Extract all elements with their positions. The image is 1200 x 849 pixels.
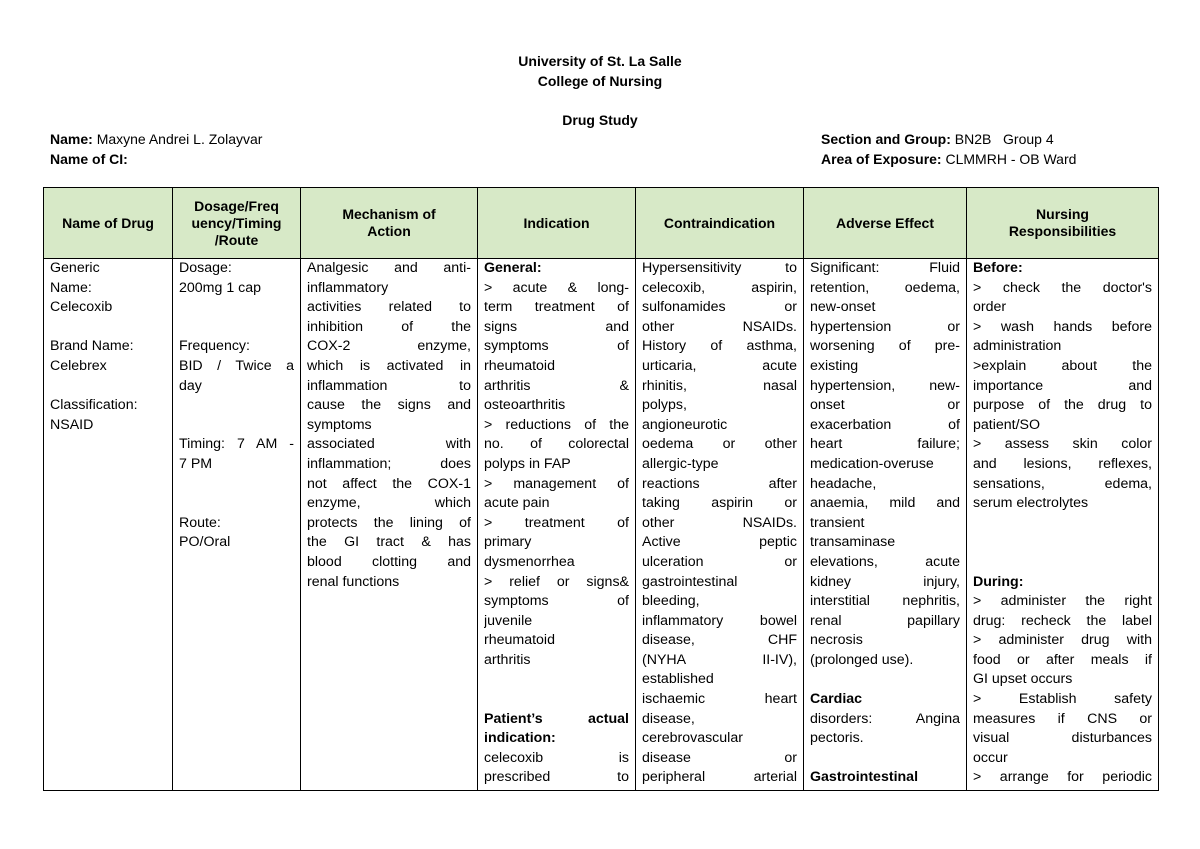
- cell-text-line: PO/Oral: [179, 534, 231, 551]
- column-header-mechanism: [301, 188, 478, 259]
- cell-text-line: other NSAIDs.: [642, 514, 797, 531]
- cell-text-line: [50, 318, 166, 338]
- cell-text-line: inflammation; does: [307, 455, 471, 472]
- cell-text-line: ischaemic heart: [642, 691, 797, 708]
- cell-text-line: signs and: [484, 318, 629, 335]
- cell-text-line: hypertension, new-: [810, 377, 960, 394]
- column-header-text: /Route: [214, 231, 259, 248]
- cell-text-line: interstitial nephritis,: [810, 593, 960, 610]
- column-header-text: Responsibilities: [1008, 223, 1117, 239]
- cell-text-line: (NYHA II-IV),: [642, 651, 797, 668]
- cell-text-line: Active peptic: [642, 534, 797, 551]
- column-header-text: Indication: [523, 214, 590, 231]
- cell-text-line: Significant: Fluid: [810, 260, 960, 276]
- column-header-text: Dosage/Freq: [194, 197, 279, 214]
- cell-dosage: [173, 259, 301, 791]
- cell-text-line: inhibition of the: [307, 318, 471, 335]
- cell-text-line: rheumatoid: [484, 357, 555, 374]
- cell-text-line: inflammatory: [307, 279, 389, 296]
- cell-text-line: pectoris.: [810, 730, 864, 747]
- cell-text-line: NSAID: [50, 416, 94, 433]
- cell-text-line: retention, oedema,: [810, 279, 960, 296]
- cell-text-line: [810, 749, 960, 769]
- column-header-text: Contraindication: [663, 214, 776, 231]
- cell-text-line: drug: recheck the label: [973, 612, 1152, 629]
- cell-text-line: juvenile: [484, 612, 533, 629]
- column-header-text: uency/Timing: [191, 214, 282, 231]
- cell-text-line: cause the signs and: [307, 397, 471, 414]
- cell-text-line: visual disturbances: [973, 730, 1152, 747]
- cell-text-line: Frequency:: [179, 338, 250, 355]
- area-label: Area of Exposure:: [821, 151, 942, 167]
- cell-text-line: medication-overuse: [810, 455, 934, 472]
- cell-text-line: 7 PM: [179, 455, 213, 472]
- cell-text-line: BID / Twice a: [179, 357, 294, 374]
- cell-text-line: > reductions of the: [484, 416, 629, 433]
- cell-text-line: rheumatoid: [484, 632, 555, 649]
- cell-text-line: > relief or signs&: [484, 573, 629, 590]
- column-header-text: Nursing: [1036, 206, 1089, 222]
- cell-text-line: Generic: [50, 260, 100, 276]
- cell-text-line: [484, 670, 629, 690]
- cell-text-line: > treatment of: [484, 514, 629, 531]
- cell-text-line: [179, 494, 294, 514]
- cell-text-line: blood clotting and: [307, 553, 471, 570]
- cell-text-line: renal papillary: [810, 612, 960, 629]
- cell-text-line: purpose of the drug to: [973, 397, 1152, 414]
- cell-text-line: indication:: [484, 730, 556, 747]
- cell-text-line: > management of: [484, 475, 629, 492]
- drug-study-table: [43, 187, 1159, 791]
- column-header-indication: [478, 188, 636, 259]
- cell-text-line: enzyme, which: [307, 495, 471, 512]
- table-header-row: [44, 188, 1159, 259]
- cell-text-line: > assess skin color: [973, 436, 1152, 453]
- cell-text-line: [973, 533, 1152, 553]
- cell-text-line: During:: [973, 573, 1024, 590]
- cell-text-line: [179, 318, 294, 338]
- cell-text-line: and lesions, reflexes,: [973, 455, 1152, 472]
- section-label: Section and Group:: [821, 131, 951, 147]
- cell-text-line: symptoms of: [484, 593, 629, 610]
- cell-text-line: cerebrovascular: [642, 730, 743, 747]
- cell-text-line: >explain about the: [973, 357, 1152, 374]
- column-header-adverse-effect: [804, 188, 967, 259]
- cell-text-line: associated with: [307, 436, 471, 453]
- cell-text-line: History of asthma,: [642, 338, 797, 355]
- cell-text-line: sulfonamides or: [642, 299, 797, 316]
- cell-text-line: Route:: [179, 514, 221, 531]
- cell-text-line: protects the lining of: [307, 514, 471, 531]
- cell-text-line: headache,: [810, 475, 877, 492]
- cell-contraindication: [636, 259, 804, 791]
- cell-text-line: celecoxib, aspirin,: [642, 279, 797, 296]
- cell-text-line: oedema or other: [642, 436, 797, 453]
- cell-text-line: Celebrex: [50, 357, 107, 374]
- cell-text-line: elevations, acute: [810, 553, 960, 570]
- cell-text-line: disease, CHF: [642, 632, 797, 649]
- cell-text-line: inflammation to: [307, 377, 471, 394]
- cell-text-line: no. of colorectal: [484, 436, 629, 453]
- cell-text-line: disorders: Angina: [810, 710, 960, 727]
- cell-text-line: activities related to: [307, 299, 471, 316]
- cell-text-line: kidney injury,: [810, 573, 960, 590]
- college-name: College of Nursing: [537, 73, 663, 89]
- column-header-text: Adverse Effect: [835, 214, 935, 231]
- cell-text-line: taking aspirin or: [642, 495, 797, 512]
- cell-text-line: not affect the COX-1: [307, 475, 471, 492]
- cell-text-line: > arrange for periodic: [973, 769, 1152, 786]
- cell-text-line: renal functions: [307, 573, 400, 590]
- cell-text-line: occur: [973, 749, 1008, 766]
- ci-label: Name of CI:: [50, 151, 128, 167]
- cell-text-line: administration: [973, 338, 1062, 355]
- cell-text-line: measures if CNS or: [973, 710, 1152, 727]
- cell-text-line: [50, 377, 166, 397]
- cell-text-line: necrosis: [810, 632, 863, 649]
- cell-text-line: > acute & long-: [484, 279, 629, 296]
- cell-text-line: urticaria, acute: [642, 357, 797, 374]
- table-row: [44, 259, 1159, 791]
- cell-text-line: exacerbation of: [810, 416, 960, 433]
- cell-drug-name: [44, 259, 173, 791]
- cell-text-line: rhinitis, nasal: [642, 377, 797, 394]
- cell-text-line: symptoms of: [484, 338, 629, 355]
- cell-text-line: day: [179, 377, 202, 394]
- cell-text-line: transaminase: [810, 534, 896, 551]
- cell-text-line: Timing: 7 AM -: [179, 436, 294, 453]
- cell-text-line: [973, 514, 1152, 534]
- cell-text-line: serum electrolytes: [973, 495, 1089, 512]
- area-line: [821, 151, 1076, 167]
- cell-text-line: disease,: [642, 710, 695, 727]
- cell-text-line: food or after meals if: [973, 651, 1152, 668]
- column-header-contraindication: [636, 188, 804, 259]
- cell-text-line: Analgesic and anti-: [307, 260, 471, 276]
- cell-text-line: [179, 475, 294, 495]
- cell-text-line: anaemia, mild and: [810, 495, 960, 512]
- column-header-nursing-responsibilities: [967, 188, 1159, 259]
- cell-text-line: [810, 670, 960, 690]
- cell-text-line: reactions after: [642, 475, 797, 492]
- cell-text-line: [973, 553, 1152, 573]
- cell-text-line: ulceration or: [642, 553, 797, 570]
- cell-adverse-effect: [804, 259, 967, 791]
- column-header-text: Mechanism of: [342, 206, 436, 222]
- cell-text-line: angioneurotic: [642, 416, 728, 433]
- cell-text-line: prescribed to: [484, 769, 629, 786]
- cell-text-line: established: [642, 671, 714, 688]
- column-header-text: Name of Drug: [62, 214, 154, 231]
- cell-nursing-responsibilities: [967, 259, 1159, 791]
- cell-text-line: dysmenorrhea: [484, 553, 575, 570]
- cell-text-line: sensations, edema,: [973, 475, 1152, 492]
- cell-text-line: Name:: [50, 279, 92, 296]
- column-header-drug-name: [44, 188, 173, 259]
- student-name-line: [50, 131, 262, 147]
- cell-text-line: [484, 690, 629, 710]
- cell-text-line: (prolonged use).: [810, 651, 914, 668]
- cell-text-line: importance and: [973, 377, 1152, 394]
- name-label: Name:: [50, 131, 93, 147]
- cell-text-line: GI upset occurs: [973, 671, 1073, 688]
- cell-mechanism: [301, 259, 478, 791]
- cell-text-line: > Establish safety: [973, 691, 1152, 708]
- cell-text-line: transient: [810, 514, 865, 531]
- cell-text-line: other NSAIDs.: [642, 318, 797, 335]
- cell-text-line: Gastrointestinal: [810, 769, 919, 786]
- cell-text-line: term treatment of: [484, 299, 629, 316]
- university-name: University of St. La Salle: [518, 53, 682, 69]
- cell-text-line: Hypersensitivity to: [642, 260, 797, 276]
- cell-text-line: hypertension or: [810, 318, 960, 335]
- cell-text-line: arthritis &: [484, 377, 629, 394]
- column-header-dosage: [173, 188, 301, 259]
- cell-text-line: the GI tract & has: [307, 534, 471, 551]
- cell-text-line: 200mg 1 cap: [179, 279, 262, 296]
- cell-text-line: onset or: [810, 397, 960, 414]
- cell-text-line: primary: [484, 534, 532, 551]
- name-value: Maxyne Andrei L. Zolayvar: [96, 131, 263, 147]
- cell-text-line: symptoms: [307, 416, 372, 433]
- area-value: CLMMRH - OB Ward: [945, 151, 1077, 167]
- cell-text-line: Brand Name:: [50, 338, 134, 355]
- document-title: Drug Study: [562, 112, 638, 128]
- cell-text-line: osteoarthritis: [484, 397, 566, 414]
- cell-text-line: allergic-type: [642, 455, 719, 472]
- column-header-text: Action: [367, 223, 411, 239]
- cell-text-line: peripheral arterial: [642, 769, 797, 786]
- cell-text-line: which is activated in: [307, 357, 471, 374]
- cell-text-line: Cardiac: [810, 691, 863, 708]
- cell-text-line: gastrointestinal: [642, 573, 738, 590]
- cell-text-line: polyps,: [642, 397, 687, 414]
- cell-text-line: existing: [810, 357, 859, 374]
- cell-text-line: worsening of pre-: [810, 338, 960, 355]
- cell-text-line: new-onset: [810, 299, 876, 316]
- section-line: [821, 131, 1054, 147]
- cell-text-line: inflammatory bowel: [642, 612, 797, 629]
- cell-text-line: bleeding,: [642, 593, 700, 610]
- cell-indication: [478, 259, 636, 791]
- cell-text-line: General:: [484, 260, 542, 276]
- cell-text-line: > administer the right: [973, 593, 1152, 610]
- cell-text-line: celecoxib is: [484, 749, 629, 766]
- cell-text-line: [179, 416, 294, 436]
- section-value: BN2B Group 4: [954, 131, 1054, 147]
- cell-text-line: > wash hands before: [973, 318, 1152, 335]
- cell-text-line: Classification:: [50, 397, 138, 414]
- cell-text-line: heart failure;: [810, 436, 960, 453]
- cell-text-line: > check the doctor's: [973, 279, 1152, 296]
- cell-text-line: COX-2 enzyme,: [307, 338, 471, 355]
- cell-text-line: arthritis: [484, 651, 531, 668]
- cell-text-line: > administer drug with: [973, 632, 1152, 649]
- cell-text-line: order: [973, 299, 1007, 316]
- cell-text-line: polyps in FAP: [484, 455, 571, 472]
- cell-text-line: Celecoxib: [50, 299, 113, 316]
- cell-text-line: [179, 298, 294, 318]
- cell-text-line: Before:: [973, 260, 1023, 276]
- cell-text-line: disease or: [642, 749, 797, 766]
- cell-text-line: Patient’s actual: [484, 710, 629, 727]
- cell-text-line: patient/SO: [973, 416, 1041, 433]
- cell-text-line: acute pain: [484, 495, 550, 512]
- ci-name-line: [50, 151, 128, 167]
- cell-text-line: [179, 396, 294, 416]
- cell-text-line: Dosage:: [179, 260, 232, 276]
